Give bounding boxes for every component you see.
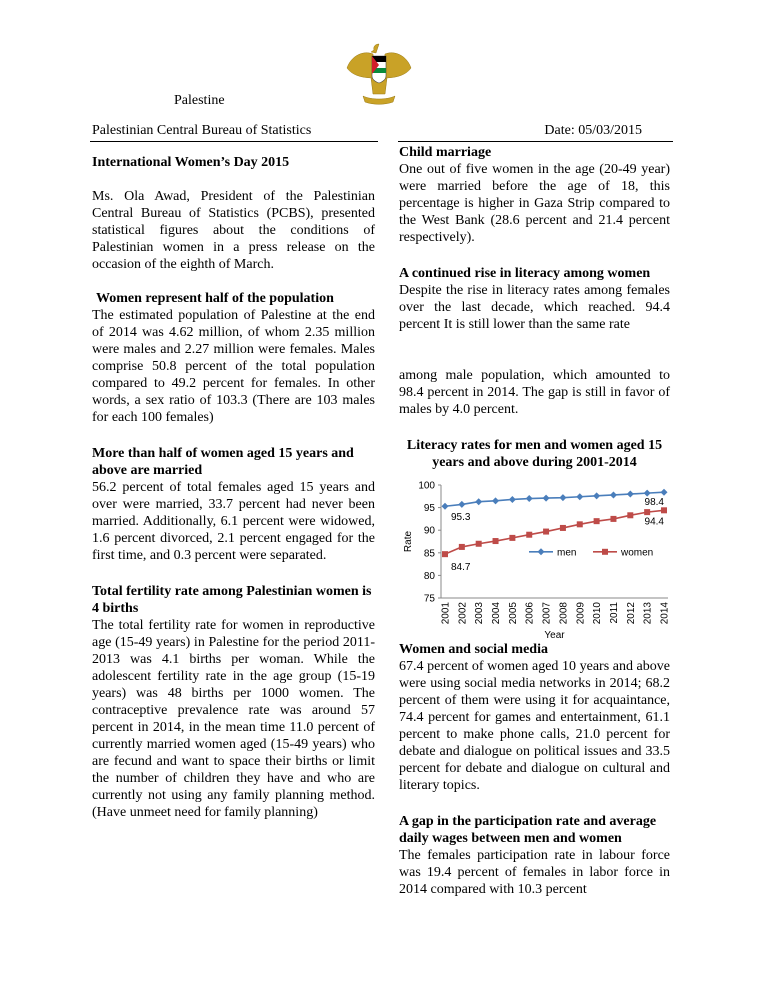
- point-women: [509, 535, 515, 541]
- population-paragraph: The estimated population of Palestine at the end of 2014 was 4.62 million, of whom 2.35 million were males and 2.27 million were females. Males comprise 50.8 percent of the total population compared to 49.2 percent for females. In other words, a sex ratio of 103.3 (There are 103 males for each 100 females): [92, 308, 375, 425]
- x-tick-label: 2005: [507, 602, 519, 625]
- point-women: [459, 544, 465, 550]
- point-men: [509, 496, 516, 503]
- child-marriage-paragraph: One out of five women in the age (20-49 year) were married before the age of 18, this percentage is higher in Gaza Strip compared to the West Bank (28.6 percent and 21.4 percent respectively).: [399, 162, 670, 245]
- chart-title: Literacy rates for men and women aged 15 years and above during 2001-2014: [406, 438, 663, 470]
- legend-marker-men: [538, 548, 545, 555]
- literacy-paragraph: Despite the rise in literacy rates among females over the last decade, which reached. 94.4 percent It is still lower than the same rate: [399, 283, 670, 332]
- point-men: [442, 503, 449, 510]
- y-tick-label: 95: [423, 503, 435, 515]
- y-tick-label: 90: [423, 525, 435, 537]
- point-men: [458, 501, 465, 508]
- point-women: [442, 551, 448, 557]
- header-rule-right: [398, 141, 673, 142]
- data-label-women-2001: 84.7: [451, 562, 471, 574]
- point-men: [644, 490, 651, 497]
- x-tick-label: 2009: [575, 602, 587, 625]
- point-women: [560, 525, 566, 531]
- point-men: [526, 495, 533, 502]
- x-axis-label: Year: [544, 630, 565, 639]
- y-tick-label: 75: [423, 593, 435, 605]
- child-marriage-heading: Child marriage: [399, 145, 492, 160]
- x-tick-label: 2002: [457, 602, 469, 625]
- fertility-heading: Total fertility rate among Palestinian women is 4 births: [92, 584, 372, 616]
- literacy-heading: A continued rise in literacy among women: [399, 266, 651, 281]
- point-women: [476, 541, 482, 547]
- fertility-paragraph: The total fertility rate for women in reproductive age (15-49 years) in Palestine for the period 2011-2013 was 4.1 births per woman. While the adolescent fertility rate in the age group (15-19 years) was 48 births per 1000 women. The contraceptive prevalence rate was around 57 percent in 2014, in the mean time 11.0 percent of currently married women aged (15-49 years) who are fecund and want to space their births or limit the number of children they have and who are currently not using any family planning method. (Have unmeet need for family planning): [92, 618, 375, 820]
- point-men: [627, 491, 634, 498]
- data-label-men-2014: 98.4: [644, 497, 664, 509]
- intro-paragraph: Ms. Ola Awad, President of the Palestinian Central Bureau of Statistics (PCBS), presented statistical figures about the conditions of Palestinian women in a press release on the occasion of the eighth of March.: [92, 189, 375, 272]
- literacy-chart: [399, 477, 670, 639]
- participation-paragraph: The females participation rate in labour force was 19.4 percent of females in labor force in 2014 compared with 10.3 percent: [399, 848, 670, 897]
- point-women: [610, 516, 616, 522]
- left-column: [92, 154, 375, 821]
- x-tick-label: 2001: [440, 602, 452, 625]
- point-women: [627, 512, 633, 518]
- point-women: [493, 538, 499, 544]
- literacy-paragraph-continued: among male population, which amounted to 98.4 percent in 2014. The gap is still in favor of males by 4.0 percent.: [399, 368, 670, 417]
- point-men: [492, 497, 499, 504]
- x-tick-label: 2010: [592, 602, 604, 625]
- y-axis-label: Rate: [403, 530, 414, 553]
- social-media-heading: Women and social media: [399, 642, 548, 657]
- point-men: [610, 491, 617, 498]
- point-men: [475, 498, 482, 505]
- y-tick-label: 80: [423, 570, 435, 582]
- document-title: International Women’s Day 2015: [92, 155, 290, 170]
- point-men: [661, 489, 668, 496]
- data-label-women-2014: 94.4: [644, 516, 664, 528]
- x-tick-label: 2003: [474, 602, 486, 625]
- y-tick-label: 100: [418, 480, 435, 492]
- married-paragraph: 56.2 percent of total females aged 15 years and over were married, 33.7 percent had never been married. Additionally, 6.1 percent were widowed, 1.6 percent divorced, 2.1 percent engaged for the first time, and 0.3 percent were separated.: [92, 480, 375, 563]
- population-heading: Women represent half of the population: [96, 291, 334, 306]
- header-rule-left: [90, 141, 378, 142]
- social-media-paragraph: 67.4 percent of women aged 10 years and above were using social media networks in 2014; 68.2 percent of them were using it for acquaintance, 74.4 percent for games and entertainment, 61.1 percent to make phone calls, 21.0 percent for debate and dialogue on political issues and 33.5 percent for debate and dialogue on cultural and literary topics.: [399, 659, 670, 793]
- bureau-name: Palestinian Central Bureau of Statistics: [92, 123, 312, 138]
- x-tick-label: 2007: [541, 602, 553, 625]
- point-men: [559, 494, 566, 501]
- point-men: [576, 493, 583, 500]
- x-tick-label: 2012: [625, 602, 637, 625]
- legend-label-women: women: [621, 547, 654, 559]
- x-tick-label: 2008: [558, 602, 570, 625]
- married-heading: More than half of women aged 15 years and above are married: [92, 446, 354, 478]
- legend-label-men: men: [557, 547, 577, 559]
- x-tick-label: 2014: [659, 602, 670, 625]
- point-women: [594, 518, 600, 524]
- point-women: [644, 509, 650, 515]
- release-date: Date: 05/03/2015: [544, 123, 642, 138]
- x-tick-label: 2011: [608, 602, 620, 624]
- point-women: [526, 532, 532, 538]
- country-name: Palestine: [174, 93, 225, 108]
- participation-heading: A gap in the participation rate and average daily wages between men and women: [399, 814, 657, 846]
- x-tick-label: 2013: [642, 602, 654, 625]
- y-tick-label: 85: [423, 548, 435, 560]
- point-women: [577, 521, 583, 527]
- point-men: [593, 492, 600, 499]
- palestinian-eagle-emblem-icon: [341, 38, 417, 108]
- x-tick-label: 2006: [524, 602, 536, 625]
- right-column: [399, 144, 670, 898]
- point-women: [543, 529, 549, 535]
- data-label-men-2001: 95.3: [451, 512, 471, 524]
- legend-marker-women: [602, 549, 608, 555]
- point-men: [543, 495, 550, 502]
- x-tick-label: 2004: [491, 602, 503, 625]
